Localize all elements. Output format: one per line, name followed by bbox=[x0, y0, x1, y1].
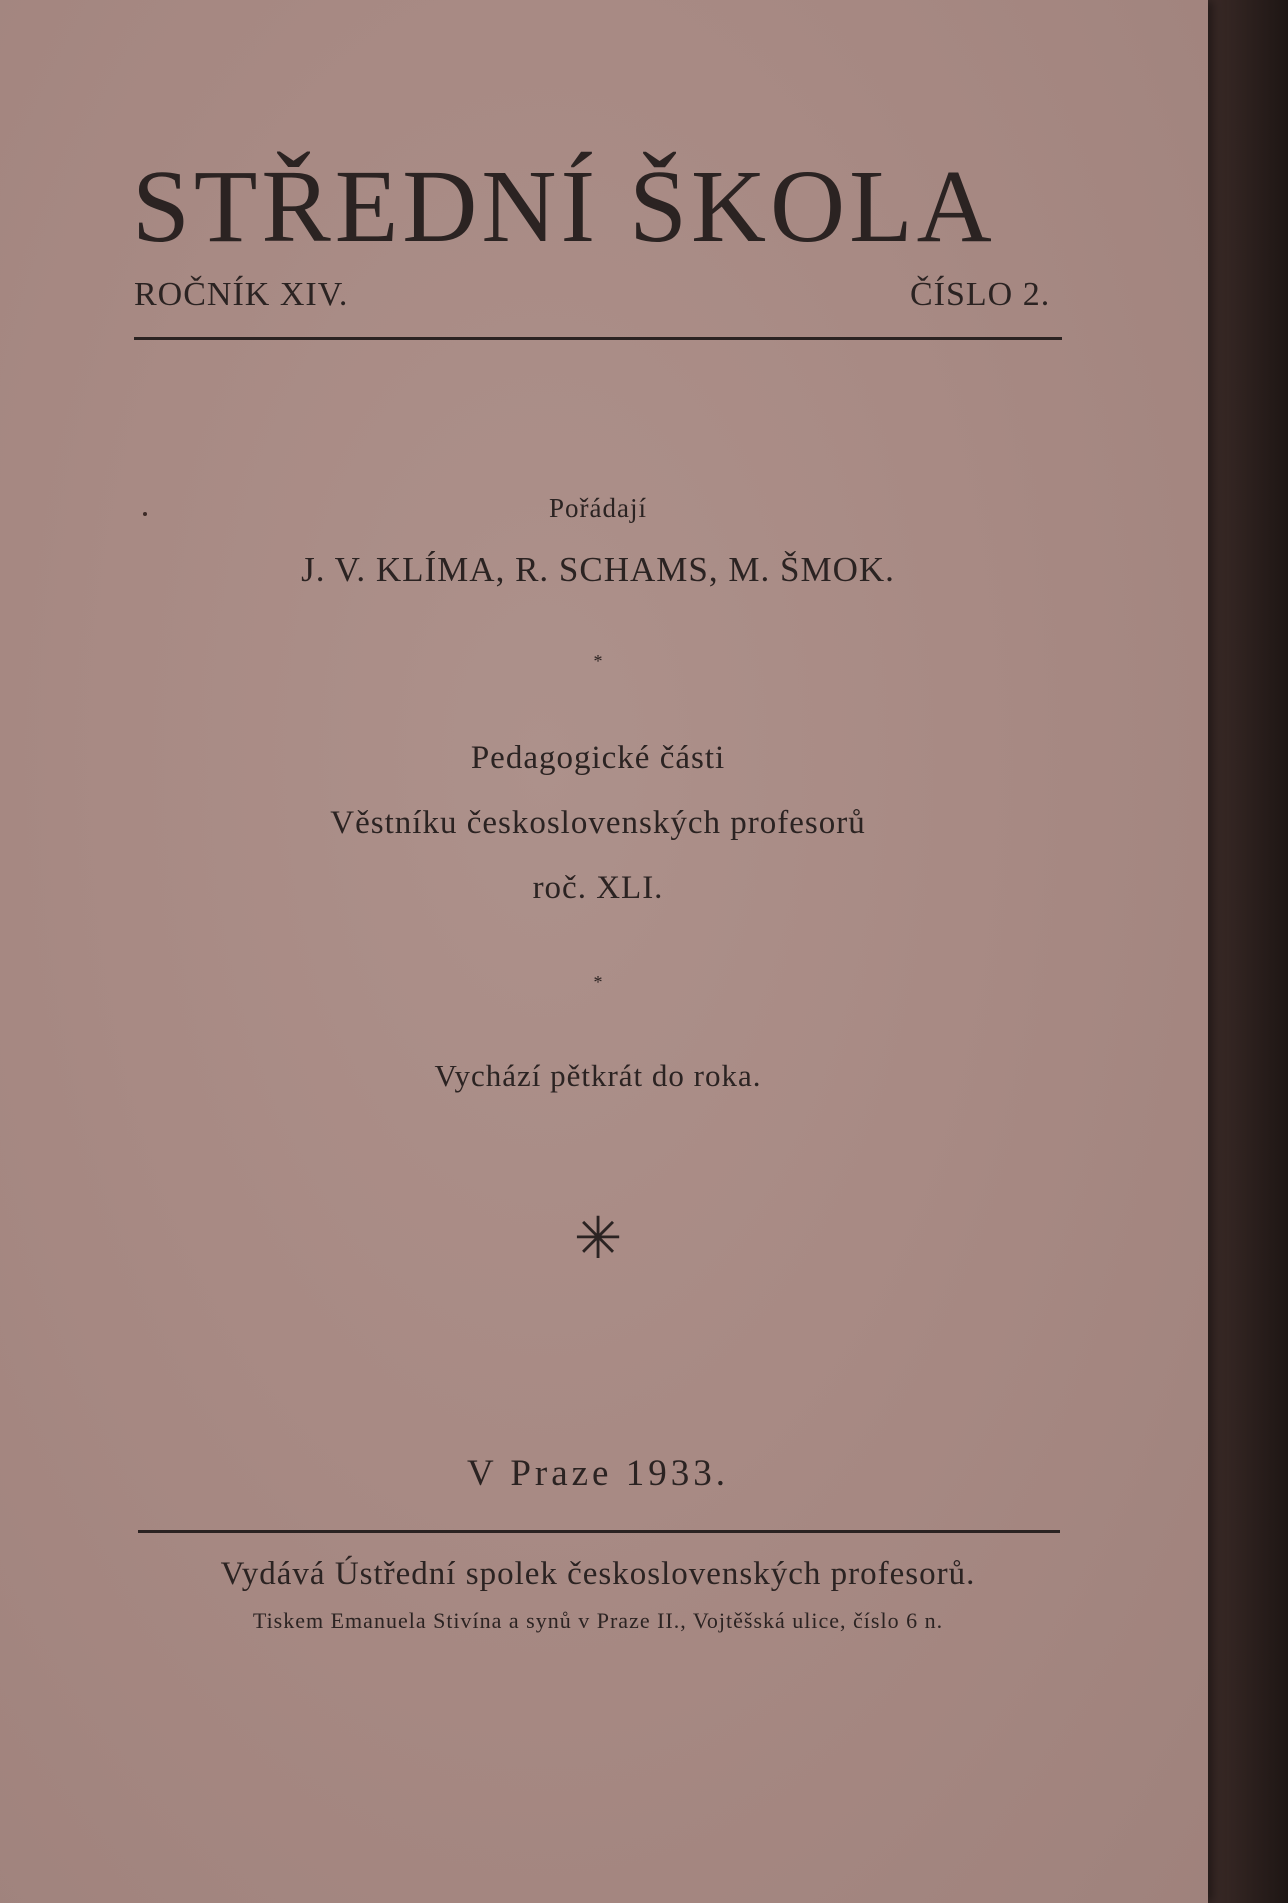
publisher-line: Vydává Ústřední spolek československých profesorů. bbox=[220, 1556, 976, 1592]
printer-line: Tiskem Emanuela Stivína a synů v Praze II., Vojtěšská ulice, číslo 6 n. bbox=[252, 1608, 944, 1633]
separator-star: * bbox=[593, 972, 603, 992]
pedagogical-line-3: roč. XLI. bbox=[532, 870, 664, 906]
volume-label: ROČNÍK XIV. bbox=[134, 276, 349, 313]
bottom-divider bbox=[138, 1530, 1060, 1533]
pedagogical-line-2: Věstníku československých profesorů bbox=[330, 805, 866, 841]
separator-star: * bbox=[593, 651, 603, 671]
editors-names: J. V. KLÍMA, R. SCHAMS, M. ŠMOK. bbox=[301, 550, 895, 589]
top-divider bbox=[134, 337, 1062, 340]
place-and-year: V Praze 1933. bbox=[467, 1453, 729, 1494]
journal-title: STŘEDNÍ ŠKOLA bbox=[132, 149, 996, 264]
ornament-asterisk-icon: ✳ bbox=[573, 1206, 623, 1271]
issue-number: ČÍSLO 2. bbox=[910, 276, 1051, 313]
publication-frequency: Vychází pětkrát do roka. bbox=[434, 1058, 762, 1093]
pedagogical-line-1: Pedagogické části bbox=[470, 740, 726, 776]
paper-speck bbox=[143, 512, 147, 516]
editors-label: Pořádají bbox=[549, 493, 647, 523]
